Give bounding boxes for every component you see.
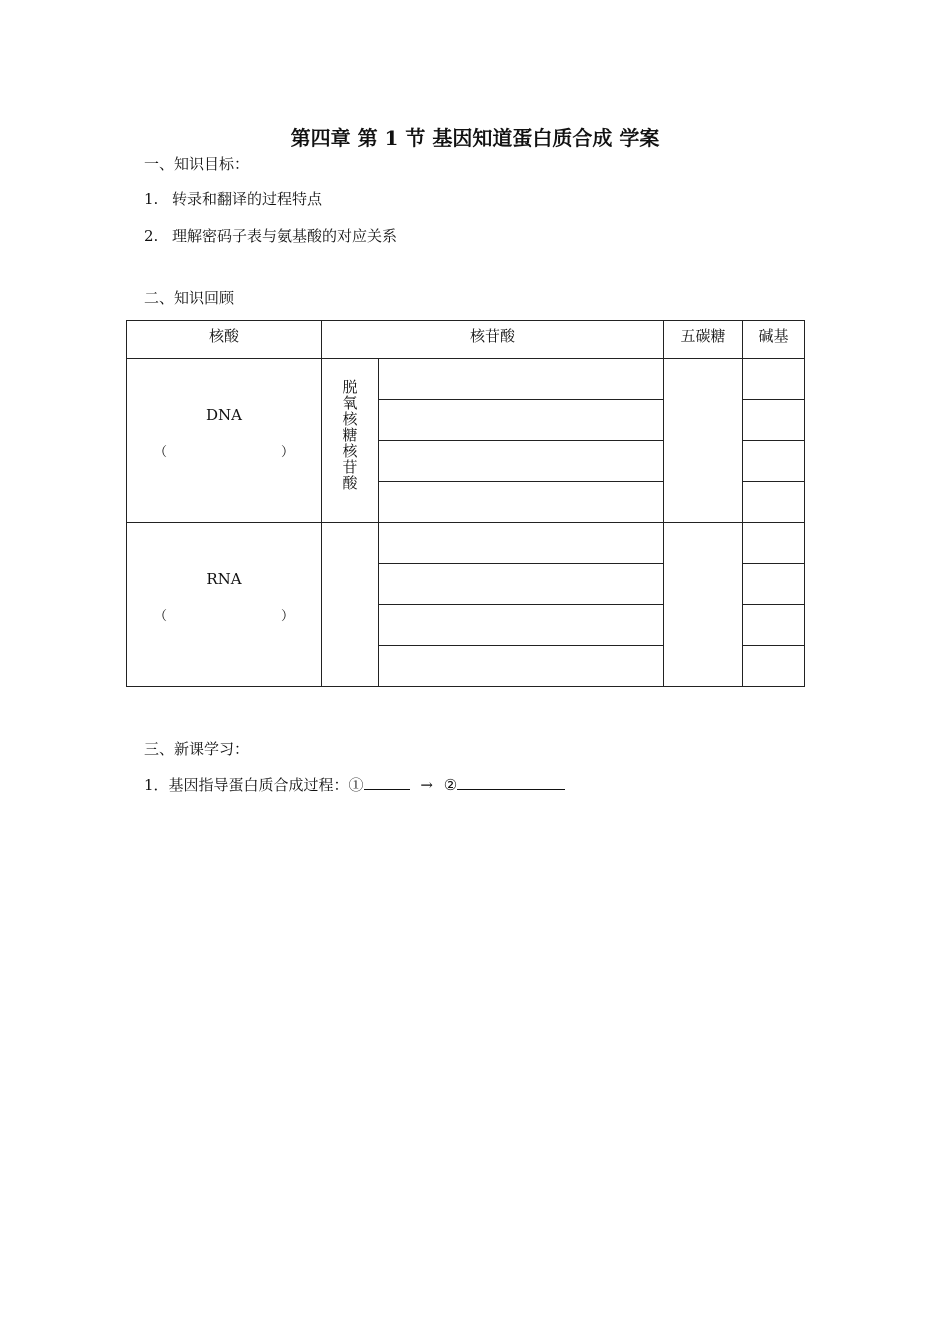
paren-close: ） [280, 609, 294, 624]
section2-heading: 二、知识回顾 [144, 289, 235, 307]
section3-heading: 三、新课学习： [144, 740, 250, 758]
dna-base-blank-4[interactable] [743, 482, 805, 523]
rna-blank-parens [127, 605, 321, 624]
rna-base-blank-1[interactable] [743, 523, 805, 564]
circle-2-marker: ② [443, 776, 458, 794]
fill-blank-1[interactable] [364, 775, 410, 790]
dna-base-blank-2[interactable] [743, 400, 805, 441]
list-item-number: 1. [144, 190, 159, 208]
dna-label: DNA [206, 406, 242, 424]
header-nucleotide: 核苷酸 [322, 321, 664, 359]
rna-nucleotide-blank-4[interactable] [379, 646, 664, 687]
rna-label: RNA [206, 570, 242, 588]
dna-nucleotide-cell [322, 359, 379, 523]
rna-nucleotide-blank-3[interactable] [379, 605, 664, 646]
deoxyribonucleotide-label: 脱氧核糖核苷酸 [340, 379, 359, 491]
fill-blank-2[interactable] [457, 775, 565, 790]
paren-open: （ [154, 445, 168, 460]
rna-pentose-blank[interactable] [664, 523, 743, 687]
dna-nucleotide-blank-2[interactable] [379, 400, 664, 441]
dna-nucleotide-blank-3[interactable] [379, 441, 664, 482]
list-item-text: 转录和翻译的过程特点 [172, 190, 323, 208]
section1-heading: 一、知识目标： [144, 155, 250, 173]
rna-nucleotide-blank-2[interactable] [379, 564, 664, 605]
dna-base-blank-1[interactable] [743, 359, 805, 400]
dna-blank-parens [127, 441, 321, 460]
header-pentose: 五碳糖 [664, 321, 743, 359]
paren-open: （ [154, 609, 168, 624]
rna-nucleotide-blank-1[interactable] [379, 523, 664, 564]
header-nucleic-acid: 核酸 [127, 321, 322, 359]
rna-base-blank-3[interactable] [743, 605, 805, 646]
rna-base-blank-2[interactable] [743, 564, 805, 605]
page-title: 第四章 第 1 节 基因知道蛋白质合成 学案 [290, 126, 660, 150]
table-row [127, 359, 805, 400]
dna-cell [127, 359, 322, 523]
process-prefix: 1．基因指导蛋白质合成过程：① [144, 776, 364, 794]
review-table [126, 320, 805, 687]
dna-base-blank-3[interactable] [743, 441, 805, 482]
list-item [144, 225, 397, 246]
rna-base-blank-4[interactable] [743, 646, 805, 687]
process-line [144, 774, 565, 795]
header-base: 碱基 [743, 321, 805, 359]
list-item-text: 理解密码子表与氨基酸的对应关系 [172, 227, 398, 245]
dna-nucleotide-blank-1[interactable] [379, 359, 664, 400]
table-header-row [127, 321, 805, 359]
rna-cell [127, 523, 322, 687]
table-row [127, 523, 805, 564]
dna-nucleotide-blank-4[interactable] [379, 482, 664, 523]
list-item-number: 2. [144, 227, 159, 245]
arrow-icon: → [420, 776, 433, 794]
paren-close: ） [280, 445, 294, 460]
rna-nucleotide-name-blank[interactable] [322, 523, 379, 687]
dna-pentose-blank[interactable] [664, 359, 743, 523]
list-item [144, 188, 322, 209]
